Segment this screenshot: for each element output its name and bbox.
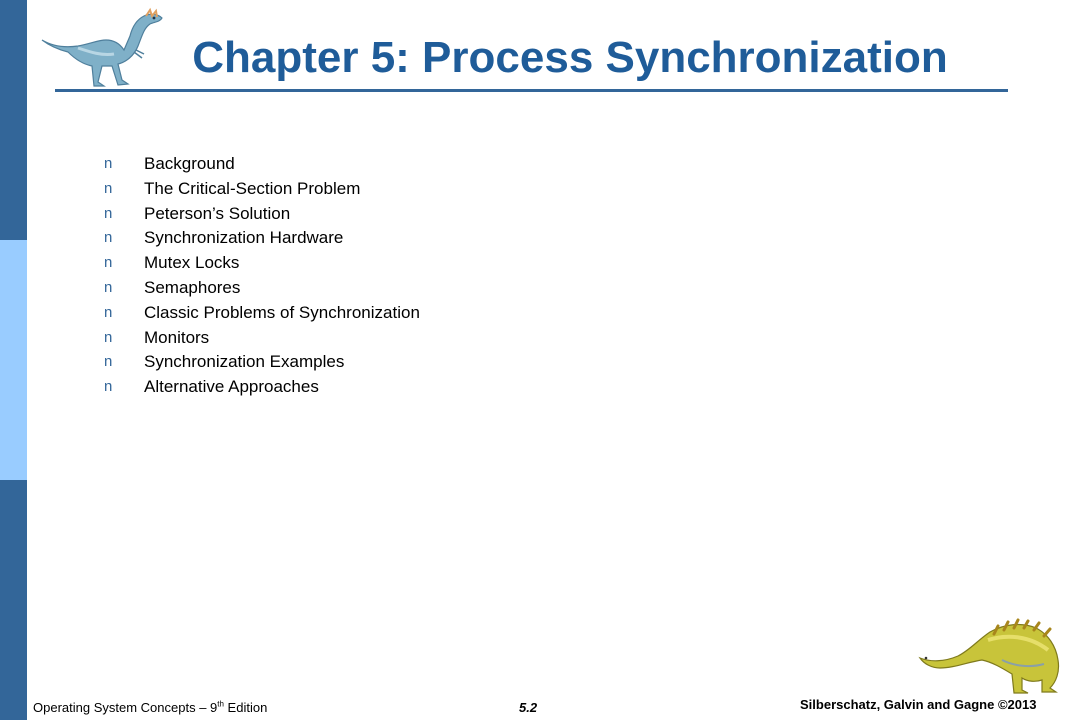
sidebar-band-highlight [0, 240, 27, 480]
list-item [104, 350, 420, 375]
list-item-label: Classic Problems of Synchronization [144, 302, 420, 322]
list-item-label: Alternative Approaches [144, 377, 319, 397]
topic-list [104, 152, 420, 400]
list-item [104, 375, 420, 400]
list-item [104, 326, 420, 351]
list-item [104, 177, 420, 202]
list-item-label: Background [144, 154, 235, 173]
list-item-label: Synchronization Examples [144, 352, 345, 372]
footer-page-number: 5.2 [519, 700, 538, 715]
bullet-marker: n [104, 229, 113, 247]
dinosaur-standing-icon [38, 6, 166, 90]
title-divider [55, 89, 1008, 92]
list-item-label: Mutex Locks [144, 253, 240, 273]
list-item [104, 276, 420, 301]
bullet-marker: n [104, 155, 113, 172]
footer-book-suffix: Edition [223, 700, 268, 715]
bullet-marker: n [104, 353, 113, 371]
bullet-marker: n [104, 179, 113, 197]
list-item-label: Monitors [144, 327, 210, 347]
list-item-label: Semaphores [144, 277, 241, 297]
list-item-label: Peterson’s Solution [144, 203, 291, 223]
page-title: Chapter 5: Process Synchronization [192, 33, 948, 82]
list-item-label: The Critical-Section Problem [144, 178, 361, 198]
list-item-label: Synchronization Hardware [144, 228, 344, 248]
bullet-marker: n [104, 204, 113, 222]
bullet-marker: n [104, 254, 113, 272]
list-item [104, 226, 420, 251]
list-item [104, 202, 420, 227]
bullet-marker: n [104, 278, 113, 296]
dinosaur-crouching-icon [918, 616, 1068, 696]
list-item [104, 152, 420, 177]
bullet-marker: n [104, 328, 113, 346]
footer-book-title [33, 700, 267, 715]
footer-book-prefix: Operating System Concepts – 9 [33, 700, 218, 715]
bullet-marker: n [104, 303, 113, 321]
list-item [104, 301, 420, 326]
footer-copyright: Silberschatz, Galvin and Gagne ©2013 [800, 697, 1037, 712]
bullet-marker: n [104, 378, 113, 396]
footer-book-superscript: th [217, 699, 224, 709]
list-item [104, 251, 420, 276]
